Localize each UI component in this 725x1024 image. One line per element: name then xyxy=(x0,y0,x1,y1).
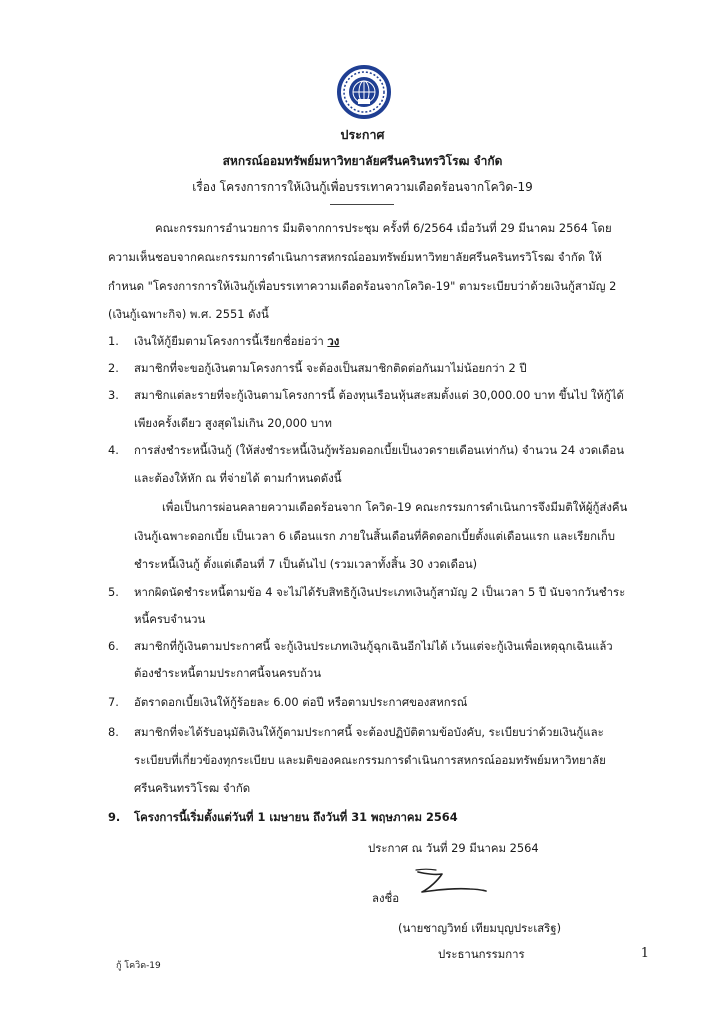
signer-name: (นายชาญวิทย์ เทียมบุญประเสริฐ) xyxy=(398,921,562,935)
organization-name: สหกรณ์ออมทรัพย์มหาวิทยาลัยศรีนครินทรวิโรฒ จำกัด xyxy=(222,154,503,168)
signer-position: ประธานกรรมการ xyxy=(438,947,525,961)
item-text: สมาชิกแต่ละรายที่จะกู้เงินตามโครงการนี้ ต้องทุนเรือนหุ้นสะสมตั้งแต่ 30,000.00 บาท ขึ้นไป ให้กู้ได้ xyxy=(134,388,624,402)
item-number: 7. xyxy=(108,695,119,709)
announcement-subject: เรื่อง โครงการการให้เงินกู้เพื่อบรรเทาความเดือดร้อนจากโควิด-19 xyxy=(192,180,533,194)
item-number: 4. xyxy=(108,443,119,457)
intro-line-3: กำหนด "โครงการการให้เงินกู้เพื่อบรรเทาความเดือดร้อนจากโควิด-19" ตามระเบียบว่าด้วยเงินกู้สามัญ 2 xyxy=(108,279,617,293)
item-number: 1. xyxy=(108,334,119,348)
footer-code: กู้ โควิด-19 xyxy=(116,961,161,971)
sign-label: ลงชื่อ xyxy=(372,891,400,905)
item-text: สมาชิกที่จะขอกู้เงินตามโครงการนี้ จะต้องเป็นสมาชิกติดต่อกันมาไม่น้อยกว่า 2 ปี xyxy=(134,361,527,375)
item-4-line-4: เงินกู้เฉพาะดอกเบี้ย เป็นเวลา 6 เดือนแรก ภายในสิ้นเดือนที่คิดดอกเบี้ยตั้งแต่เดือนแรก และเรียกเก็บ xyxy=(134,529,616,543)
item-text: เงินให้กู้ยืมตามโครงการนี้เรียกชื่อย่อว่า xyxy=(134,334,328,348)
item-4-line-3: เพื่อเป็นการผ่อนคลายความเดือดร้อนจาก โควิด-19 คณะกรรมการดำเนินการจึงมีมติให้ผู้กู้ส่งคืน xyxy=(162,500,628,514)
handwritten-signature-icon xyxy=(412,866,492,898)
item-text: หากผิดนัดชำระหนี้ตามข้อ 4 จะไม่ได้รับสิทธิกู้เงินประเภทเงินกู้สามัญ 2 เป็นเวลา 5 ปี นับจากวันชำระ xyxy=(134,585,626,599)
cooperative-logo-icon xyxy=(337,65,391,119)
intro-line-1: คณะกรรมการอำนวยการ มีมติจากการประชุม ครั้งที่ 6/2564 เมื่อวันที่ 29 มีนาคม 2564 โดย xyxy=(155,221,612,235)
item-text: สมาชิกที่จะได้รับอนุมัติเงินให้กู้ตามประกาศนี้ จะต้องปฏิบัติตามข้อบังคับ, ระเบียบว่าด้วยเงินกู้และ xyxy=(134,725,604,739)
item-8-line-3: ศรีนครินทรวิโรฒ จำกัด xyxy=(134,781,251,795)
announcement-title: ประกาศ xyxy=(340,127,385,142)
item-number: 9. xyxy=(108,810,121,824)
item-text: สมาชิกที่กู้เงินตามประกาศนี้ จะกู้เงินประเภทเงินกู้ฉุกเฉินอีกไม่ได้ เว้นแต่จะกู้เงินเพื่อเหตุฉุกเฉินแล้ว xyxy=(134,639,613,653)
item-4-line-2: และต้องให้หัก ณ ที่จ่ายได้ ตามกำหนดดังนี้ xyxy=(134,471,342,485)
item-text: การส่งชำระหนี้เงินกู้ (ให้ส่งชำระหนี้เงินกู้พร้อมดอกเบี้ยเป็นงวดรายเดือนเท่ากัน) จำนวน 24 งวดเดือน xyxy=(134,443,625,457)
loan-code: วง xyxy=(327,334,340,348)
header-divider xyxy=(330,204,394,205)
announcement-date: ประกาศ ณ วันที่ 29 มีนาคม 2564 xyxy=(368,841,539,855)
item-text: อัตราดอกเบี้ยเงินให้กู้ร้อยละ 6.00 ต่อปี หรือตามประกาศของสหกรณ์ xyxy=(134,695,468,709)
intro-line-2: ความเห็นชอบจากคณะกรรมการดำเนินการสหกรณ์ออมทรัพย์มหาวิทยาลัยศรีนครินทรวิโรฒ จำกัด ให้ xyxy=(108,250,602,264)
item-6-line-2: ต้องชำระหนี้ตามประกาศนี้จนครบถ้วน xyxy=(134,666,322,680)
item-5-line-2: หนี้ครบจำนวน xyxy=(134,612,206,626)
item-8-line-2: ระเบียบที่เกี่ยวข้องทุกระเบียบ และมติของคณะกรรมการดำเนินการสหกรณ์ออมทรัพย์มหาวิทยาลัย xyxy=(134,753,606,767)
item-text: โครงการนี้เริ่มตั้งแต่วันที่ 1 เมษายน ถึงวันที่ 31 พฤษภาคม 2564 xyxy=(134,810,458,824)
item-3-line-2: เพียงครั้งเดียว สูงสุดไม่เกิน 20,000 บาท xyxy=(134,416,332,430)
item-number: 6. xyxy=(108,639,119,653)
page-number: 1 xyxy=(640,946,649,961)
item-number: 5. xyxy=(108,585,119,599)
intro-line-4: (เงินกู้เฉพาะกิจ) พ.ศ. 2551 ดังนี้ xyxy=(108,307,269,321)
item-4-line-5: ชำระหนี้เงินกู้ ตั้งแต่เดือนที่ 7 เป็นต้นไป (รวมเวลาทั้งสิ้น 30 งวดเดือน) xyxy=(134,557,478,571)
item-number: 2. xyxy=(108,361,119,375)
item-number: 8. xyxy=(108,725,119,739)
item-number: 3. xyxy=(108,388,119,402)
